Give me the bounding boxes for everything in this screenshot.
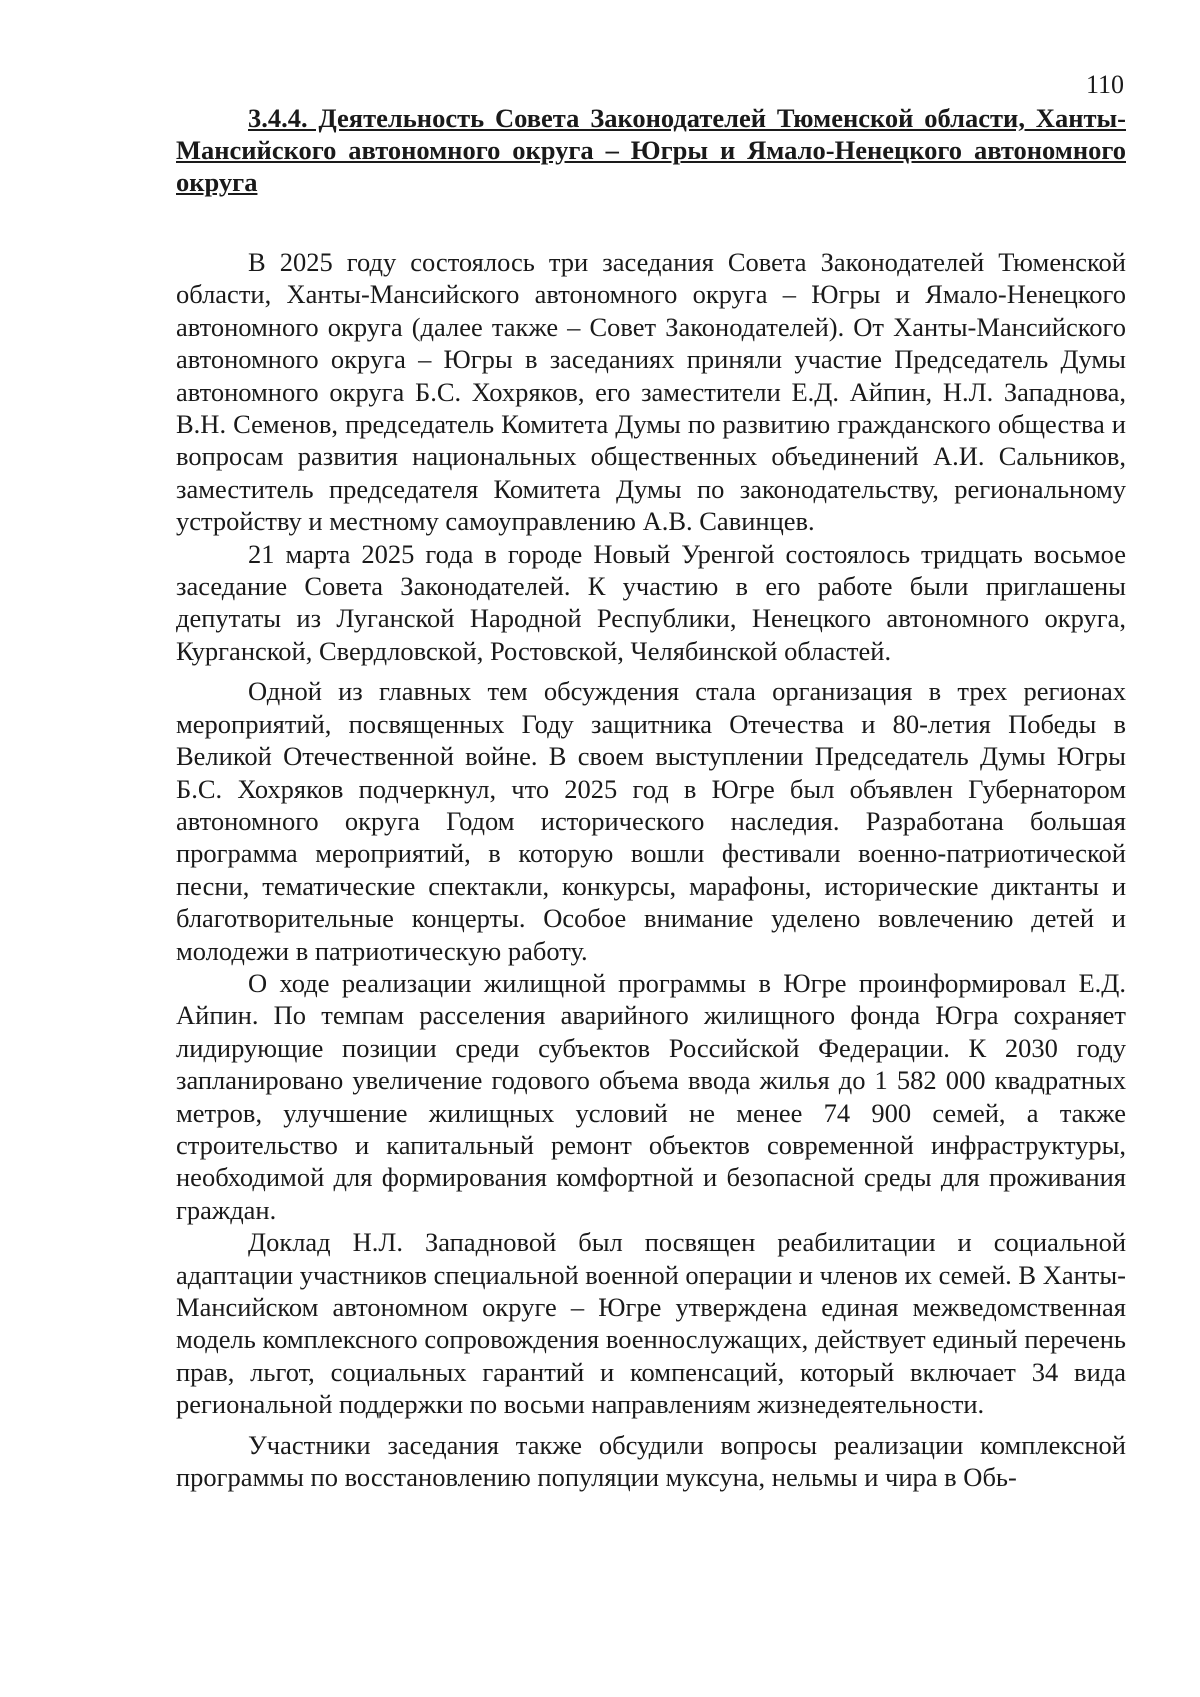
page-number: 110 <box>1085 70 1124 99</box>
paragraph-main-topic: Одной из главных тем обсуждения стала организация в трех регионах мероприятий, посвященных Году защитника Отечества и 80-летия Победы в Великой Отечественной войне. В своем выступлении Председатель Думы Югры Б.С. Хохряков подчеркнул, что 2025 год в Югре был объявлен Губернатором автономного округа Годом исторического наследия. Разработана большая программа мероприятий, в которую вошли фестивали военно-патриотической песни, тематические спектакли, конкурсы, марафоны, исторические диктанты и благотворительные концерты. Особое внимание уделено вовлечению детей и молодежи в патриотическую работу. <box>176 676 1126 966</box>
paragraph-housing-program: О ходе реализации жилищной программы в Югре проинформировал Е.Д. Айпин. По темпам расселения аварийного жилищного фонда Югра сохраняет лидирующие позиции среди субъектов Российской Федерации. К 2030 году запланировано увеличение годового объема ввода жилья до 1 582 000 квадратных метров, улучшение жилищных условий не менее 74 900 семей, а также строительство и капитальный ремонт объектов современной инфраструктуры, необходимой для формирования комфортной и безопасной среды для проживания граждан. <box>176 967 1126 1225</box>
paragraph-svo-rehabilitation: Доклад Н.Л. Западновой был посвящен реабилитации и социальной адаптации участников специальной военной операции и членов их семей. В Ханты-Мансийском автономном округе – Югре утверждена единая межведомственная модель комплексного сопровождения военнослужащих, действует единый перечень прав, льгот, социальных гарантий и компенсаций, который включает 34 вида региональной поддержки по восьми направлениям жизнедеятельности. <box>176 1227 1126 1420</box>
paragraph-38th-session: 21 марта 2025 года в городе Новый Уренгой состоялось тридцать восьмое заседание Совета Законодателей. К участию в его работе были приглашены депутаты из Луганской Народной Республики, Ненецкого автономного округа, Курганской, Свердловской, Ростовской, Челябинской областей. <box>176 538 1126 666</box>
document-body <box>176 102 1126 1493</box>
paragraph-fish-population: Участники заседания также обсудили вопросы реализации комплексной программы по восстановлению популяции муксуна, нельмы и чира в Обь- <box>176 1429 1126 1493</box>
paragraph-sessions-overview: В 2025 году состоялось три заседания Совета Законодателей Тюменской области, Ханты-Мансийского автономного округа – Югры и Ямало-Ненецкого автономного округа (далее также – Совет Законодателей). От Ханты-Мансийского автономного округа – Югры в заседаниях приняли участие Председатель Думы автономного округа Б.С. Хохряков, его заместители Е.Д. Айпин, Н.Л. Западнова, В.Н. Семенов, председатель Комитета Думы по развитию гражданского общества и вопросам развития национальных общественных объединений А.И. Сальников, заместитель председателя Комитета Думы по законодательству, региональному устройству и местному самоуправлению А.В. Савинцев. <box>176 247 1126 537</box>
section-heading: 3.4.4. Деятельность Совета Законодателей Тюменской области, Ханты-Мансийского автономного округа – Югры и Ямало-Ненецкого автономного округа <box>176 103 1126 197</box>
